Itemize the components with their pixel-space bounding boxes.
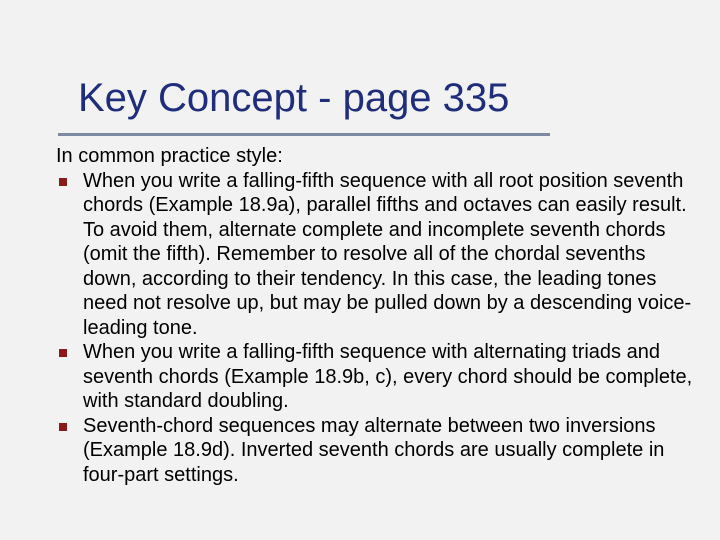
bullet-item — [56, 169, 696, 341]
bullet-item — [56, 414, 696, 488]
bullet-text: When you write a falling-fifth sequence with alternating triads and seventh chords (Example 18.9b, c), every chord should be complete, with standard doubling. — [83, 341, 693, 412]
square-bullet-icon — [59, 349, 67, 357]
intro-text: In common practice style: — [56, 145, 283, 167]
title-divider — [58, 133, 550, 136]
square-bullet-icon — [59, 423, 67, 431]
bullet-list — [56, 169, 696, 488]
square-bullet-icon — [59, 178, 67, 186]
bullet-item — [56, 340, 696, 414]
slide-title: Key Concept - page 335 — [78, 76, 510, 120]
slide-body — [56, 144, 696, 487]
bullet-text: When you write a falling-fifth sequence with all root position seventh chords (Example 18.9a), parallel fifths and octaves can easily result. To avoid them, alternate complete and incomplete seventh chords (omit the fifth). Remember to resolve all of the chordal sevenths down, according to their tendency. In this case, the leading tones need not resolve up, but may be pulled down by a descending voice-leading tone. — [83, 169, 692, 339]
bullet-text: Seventh-chord sequences may alternate between two inversions (Example 18.9d). Inverted seventh chords are usually complete in four-part settings. — [83, 414, 665, 486]
